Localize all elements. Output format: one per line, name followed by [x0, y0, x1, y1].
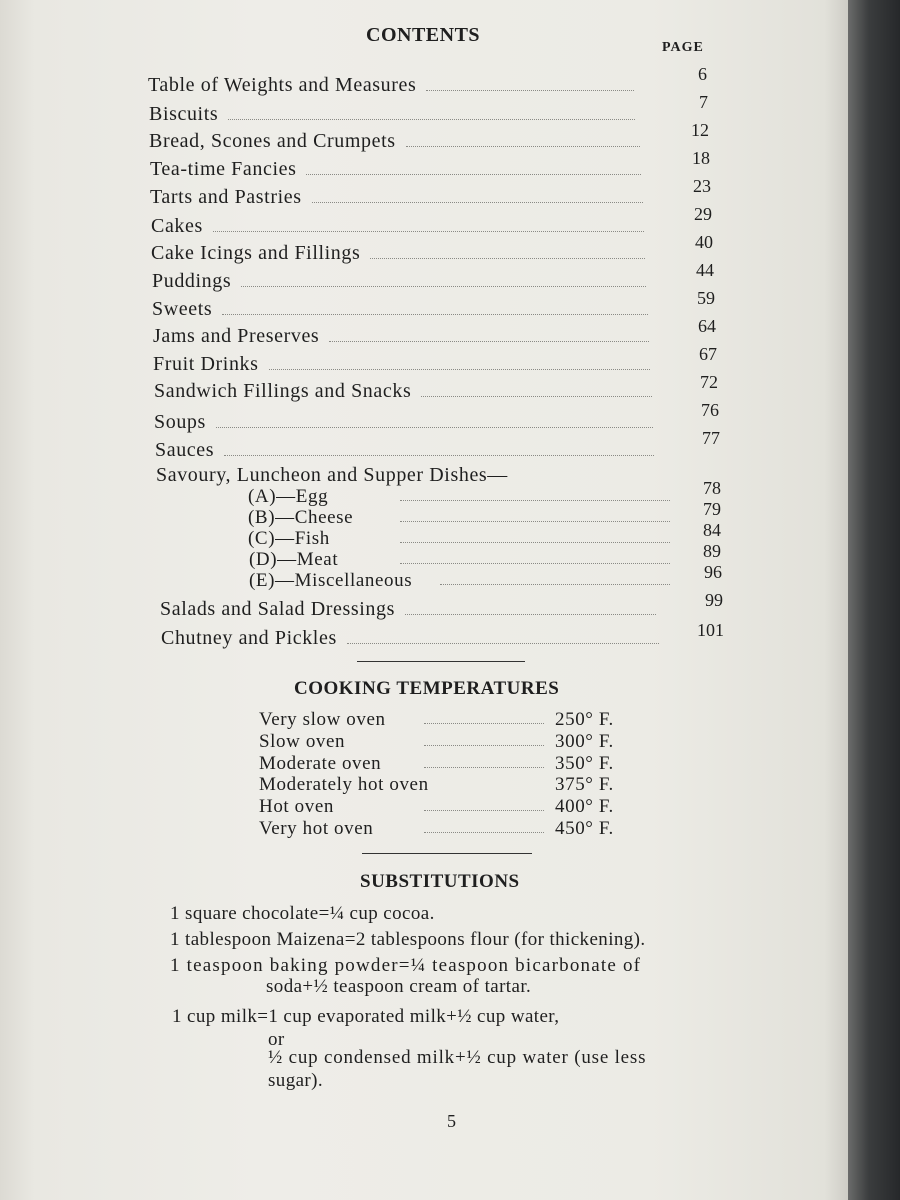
substitution-line: 1 teaspoon baking powder=¼ teaspoon bicarbonate of	[170, 955, 642, 976]
toc-entry: Tea-time Fancies	[150, 158, 655, 184]
toc-page-number: 67	[699, 344, 717, 364]
substitution-line: 1 tablespoon Maizena=2 tablespoons flour (for thickening).	[170, 929, 646, 950]
toc-entry: Cake Icings and Fillings	[151, 242, 659, 268]
toc-page-number: 99	[705, 590, 723, 610]
toc-sub-entry: (C)—Fish	[248, 528, 330, 549]
toc-sub-entry: (B)—Cheese	[248, 507, 354, 528]
toc-page-number: 79	[703, 499, 721, 519]
toc-leader	[440, 584, 670, 585]
toc-entry: Sandwich Fillings and Snacks	[154, 380, 666, 406]
toc-page-number: 96	[704, 562, 722, 582]
page-column-header: PAGE	[662, 40, 704, 55]
section-divider	[357, 661, 525, 662]
toc-savoury-heading: Savoury, Luncheon and Supper Dishes—	[156, 464, 508, 486]
toc-entry: Jams and Preserves	[153, 325, 663, 351]
section-divider	[362, 853, 532, 854]
toc-entry: Fruit Drinks	[153, 353, 664, 379]
toc-entry: Tarts and Pastries	[150, 186, 657, 212]
toc-entry: Sauces	[155, 439, 668, 465]
temperature-row: Moderately hot oven 375° F.	[259, 774, 614, 795]
toc-page-number: 89	[703, 541, 721, 561]
temperature-row: Hot oven 400° F.	[259, 796, 614, 817]
toc-entry: Biscuits	[149, 103, 649, 129]
page-number: 5	[447, 1111, 456, 1131]
temperature-row: Very hot oven 450° F.	[259, 818, 614, 839]
toc-entry: Sweets	[152, 298, 662, 324]
toc-page-number: 12	[691, 120, 709, 140]
substitution-line: or	[268, 1029, 285, 1050]
toc-sub-entry: (A)—Egg	[248, 486, 329, 507]
toc-page-number: 6	[698, 64, 707, 84]
toc-entry: Salads and Salad Dressings	[160, 598, 670, 624]
toc-page-number: 18	[692, 148, 710, 168]
substitution-line: ½ cup condensed milk+½ cup water (use less	[268, 1047, 647, 1068]
cooking-temperatures-title: COOKING TEMPERATURES	[294, 678, 560, 699]
toc-leader	[400, 542, 670, 543]
toc-page-number: 40	[695, 232, 713, 252]
toc-page-number: 59	[697, 288, 715, 308]
toc-page-number: 77	[702, 428, 720, 448]
toc-page-number: 29	[694, 204, 712, 224]
toc-page-number: 64	[698, 316, 716, 336]
substitution-line: 1 square chocolate=¼ cup cocoa.	[170, 903, 435, 924]
toc-leader	[400, 563, 670, 564]
toc-entry: Puddings	[152, 270, 660, 296]
toc-page-number: 44	[696, 260, 714, 280]
toc-entry: Bread, Scones and Crumpets	[149, 130, 654, 156]
toc-page-number: 7	[699, 92, 708, 112]
toc-sub-entry: (E)—Miscellaneous	[249, 570, 413, 591]
toc-leader	[400, 521, 670, 522]
background-shadow	[848, 0, 900, 1200]
substitution-line: sugar).	[268, 1070, 324, 1091]
toc-page-number: 101	[697, 620, 724, 640]
toc-page-number: 72	[700, 372, 718, 392]
toc-entry: Table of Weights and Measures	[148, 74, 648, 100]
toc-sub-entry: (D)—Meat	[249, 549, 339, 570]
toc-page-number: 78	[703, 478, 721, 498]
toc-leader	[400, 500, 670, 501]
toc-page-number: 23	[693, 176, 711, 196]
contents-title: CONTENTS	[366, 24, 481, 46]
temperature-row: Moderate oven 350° F.	[259, 753, 614, 774]
toc-page-number: 84	[703, 520, 721, 540]
substitution-line: 1 cup milk=1 cup evaporated milk+½ cup water,	[172, 1006, 560, 1027]
temperature-row: Slow oven 300° F.	[259, 731, 614, 752]
toc-entry: Cakes	[151, 215, 658, 241]
toc-entry: Soups	[154, 411, 667, 437]
toc-page-number: 76	[701, 400, 719, 420]
substitution-line: soda+½ teaspoon cream of tartar.	[266, 976, 532, 997]
temperature-row: Very slow oven 250° F.	[259, 709, 614, 730]
substitutions-title: SUBSTITUTIONS	[360, 871, 520, 892]
toc-entry: Chutney and Pickles	[161, 627, 673, 653]
